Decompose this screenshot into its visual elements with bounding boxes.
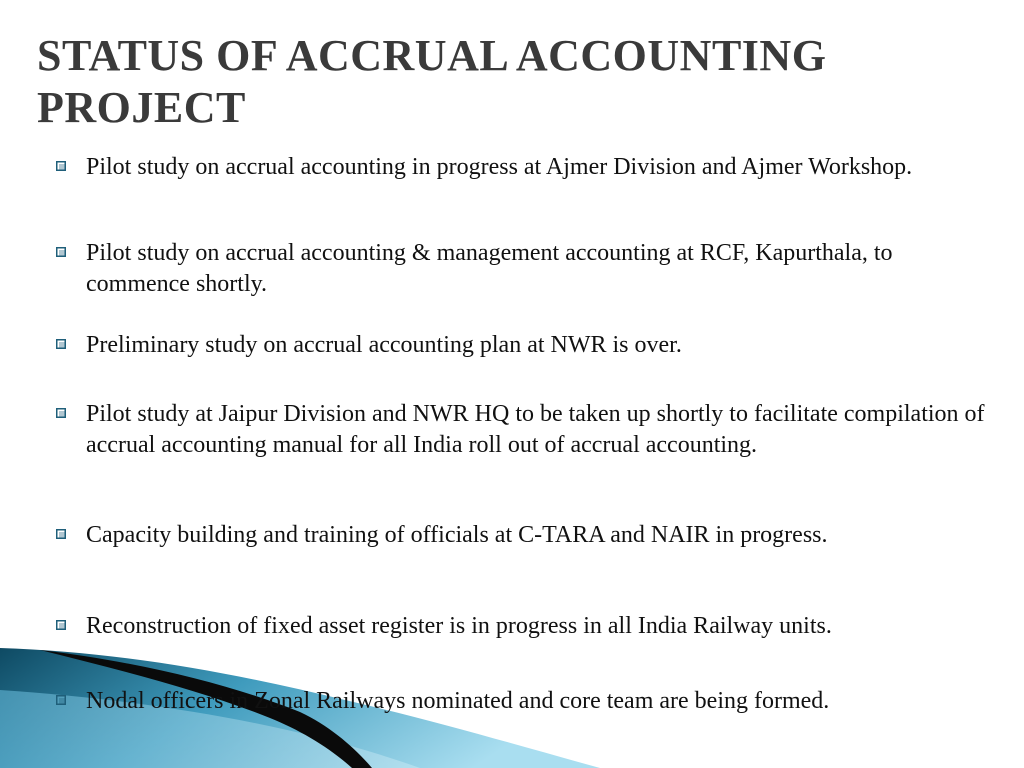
list-item	[56, 686, 986, 717]
square-bullet-icon	[56, 247, 66, 257]
square-bullet-icon	[56, 408, 66, 418]
bullet-text: Nodal officers in Zonal Railways nominated and core team are being formed.	[86, 688, 830, 714]
list-item	[56, 238, 986, 300]
bullet-text: Pilot study on accrual accounting & management accounting at RCF, Kapurthala, to commence shortly.	[86, 240, 893, 297]
list-item	[56, 330, 986, 361]
square-bullet-icon	[56, 161, 66, 171]
slide-title: STATUS OF ACCRUAL ACCOUNTING PROJECT	[37, 31, 827, 132]
list-item	[56, 520, 986, 551]
list-item	[56, 152, 986, 183]
square-bullet-icon	[56, 620, 66, 630]
bullet-text: Capacity building and training of officials at C-TARA and NAIR in progress.	[86, 522, 828, 548]
list-item	[56, 611, 986, 642]
bullet-text: Preliminary study on accrual accounting plan at NWR is over.	[86, 332, 682, 358]
bullet-text: Pilot study on accrual accounting in progress at Ajmer Division and Ajmer Workshop.	[86, 154, 913, 180]
square-bullet-icon	[56, 339, 66, 349]
bullet-text: Reconstruction of fixed asset register is in progress in all India Railway units.	[86, 613, 832, 639]
bullet-text: Pilot study at Jaipur Division and NWR HQ to be taken up shortly to facilitate compilation of accrual accounting manual for all India roll out of accrual accounting.	[86, 401, 985, 458]
list-item	[56, 399, 986, 461]
square-bullet-icon	[56, 695, 66, 705]
square-bullet-icon	[56, 529, 66, 539]
